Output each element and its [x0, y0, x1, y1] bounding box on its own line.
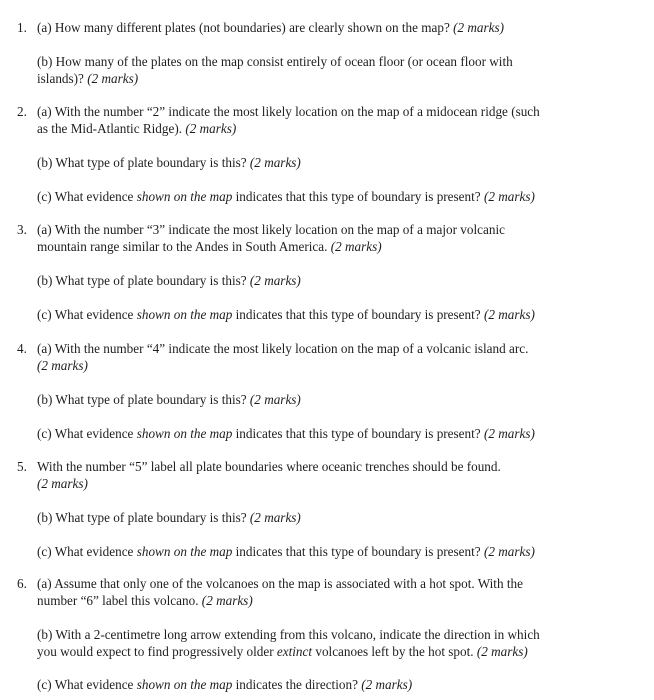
question-number: 2.	[17, 104, 27, 119]
question-2c: (c) What evidence shown on the map indicates that this type of boundary is present? (2 marks)	[37, 189, 535, 204]
question-4c: (c) What evidence shown on the map indicates that this type of boundary is present? (2 marks)	[37, 426, 535, 441]
question-3b: (b) What type of plate boundary is this? (2 marks)	[37, 273, 301, 288]
question-1b-line-2: islands)? (2 marks)	[37, 71, 139, 86]
question-5a-line-1: With the number “5” label all plate boundaries where oceanic trenches should be found.	[37, 459, 501, 474]
question-6c: (c) What evidence shown on the map indicates the direction? (2 marks)	[37, 677, 413, 692]
question-1b-line-1: (b) How many of the plates on the map consist entirely of ocean floor (or ocean floor with	[37, 54, 513, 69]
question-number: 1.	[17, 20, 27, 35]
question-number: 6.	[17, 576, 27, 591]
question-number: 4.	[17, 341, 27, 356]
question-4a-line-2: (2 marks)	[37, 358, 88, 373]
question-6a-line-1: (a) Assume that only one of the volcanoes on the map is associated with a hot spot. With the	[37, 576, 523, 591]
question-3c: (c) What evidence shown on the map indicates that this type of boundary is present? (2 marks)	[37, 307, 535, 322]
question-5a-line-2: (2 marks)	[37, 476, 88, 491]
question-5c: (c) What evidence shown on the map indicates that this type of boundary is present? (2 marks)	[37, 544, 535, 559]
question-2a-line-2: as the Mid-Atlantic Ridge). (2 marks)	[37, 121, 237, 136]
question-3a-line-1: (a) With the number “3” indicate the most likely location on the map of a major volcanic	[37, 222, 505, 237]
question-number: 5.	[17, 459, 27, 474]
question-2b: (b) What type of plate boundary is this? (2 marks)	[37, 155, 301, 170]
question-4b: (b) What type of plate boundary is this? (2 marks)	[37, 392, 301, 407]
question-6a-line-2: number “6” label this volcano. (2 marks)	[37, 593, 253, 608]
question-6b-line-1: (b) With a 2-centimetre long arrow extending from this volcano, indicate the direction in which	[37, 627, 540, 642]
question-5b: (b) What type of plate boundary is this? (2 marks)	[37, 510, 301, 525]
question-6b-line-2: you would expect to find progressively older extinct volcanoes left by the hot spot. (2 marks)	[37, 644, 528, 659]
question-4a-line-1: (a) With the number “4” indicate the most likely location on the map of a volcanic island arc.	[37, 341, 529, 356]
question-2a-line-1: (a) With the number “2” indicate the most likely location on the map of a midocean ridge (such	[37, 104, 540, 119]
question-3a-line-2: mountain range similar to the Andes in South America. (2 marks)	[37, 239, 382, 254]
question-number: 3.	[17, 222, 27, 237]
question-1a-line-1: (a) How many different plates (not boundaries) are clearly shown on the map? (2 marks)	[37, 20, 505, 35]
